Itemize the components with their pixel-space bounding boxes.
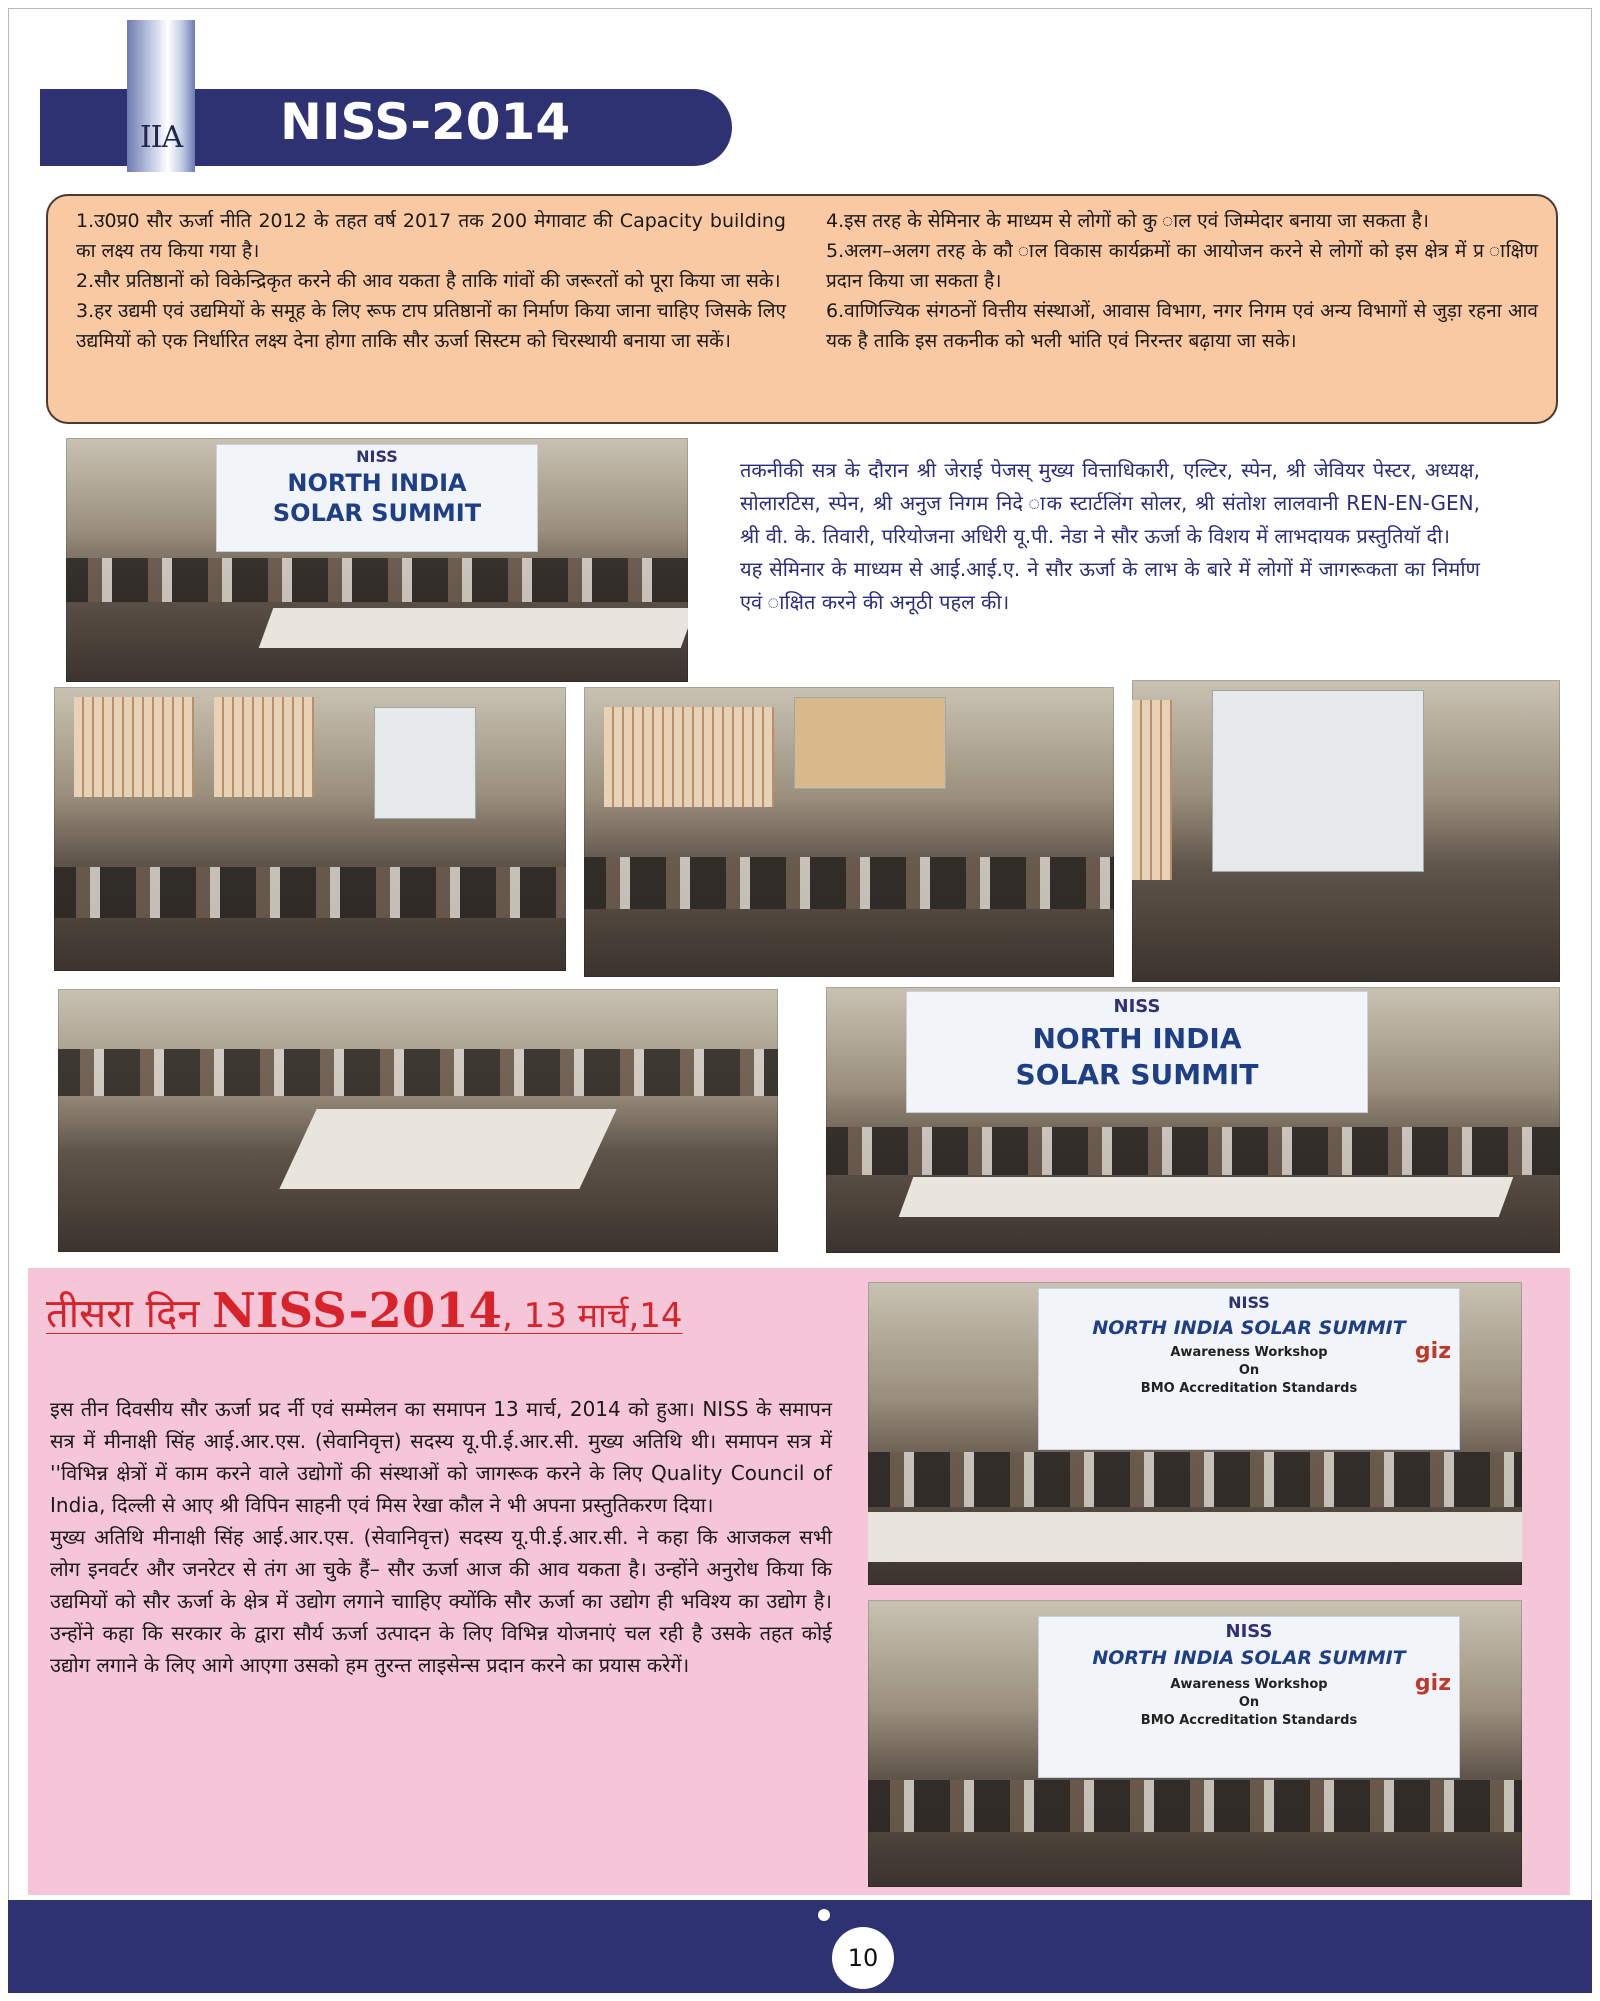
projection-screen bbox=[794, 697, 946, 789]
closing-session-photo-2 bbox=[868, 1600, 1522, 1887]
summary-paragraph-2: यह सेमिनार के माध्यम से आई.आई.ए. ने सौर ऊर्जा के लाभ के बारे में लोगों में जागरूकता का निर्माण एवं ाक्षित करने की अनूठी पहल की। bbox=[740, 557, 1480, 614]
summit-banner bbox=[216, 444, 538, 552]
attendees bbox=[58, 1049, 778, 1096]
banner-niss: NISS bbox=[1228, 1293, 1270, 1312]
seminar-photo-1 bbox=[54, 687, 566, 971]
banner-line-1: NORTH INDIA bbox=[1032, 1022, 1242, 1055]
conference-table bbox=[279, 1109, 616, 1189]
footer-dot bbox=[818, 1909, 830, 1921]
closing-session-photo-1 bbox=[868, 1282, 1522, 1585]
attendees bbox=[584, 857, 1114, 909]
banner-line-1: NORTH INDIA bbox=[287, 469, 467, 497]
day-three-title-date: , 13 मार्च,14 bbox=[502, 1296, 683, 1336]
policy-point-1: 1.उ0प्र0 सौर ऊर्जा नीति 2012 के तहत वर्ष 2017 तक 200 मेगावाट की Capacity building का लक्ष्य तय किया गया है। bbox=[76, 210, 786, 262]
seminar-photo-2 bbox=[584, 687, 1114, 977]
banner-niss: NISS bbox=[1225, 1621, 1273, 1642]
day-three-title bbox=[46, 1283, 683, 1339]
banner-line-2: SOLAR SUMMIT bbox=[1015, 1058, 1259, 1091]
page-title: NISS-2014 bbox=[280, 93, 571, 151]
policy-right-column bbox=[826, 206, 1538, 356]
giz-logo: giz bbox=[1414, 1339, 1451, 1364]
day-three-paragraph-2: मुख्य अतिथि मीनाक्षी सिंह आई.आर.एस. (सेवानिवृत्त) सदस्य यू.पी.ई.आर.सी. ने कहा कि आजकल सभी लोग इनवर्टर और जनरेटर से तंग आ चुके हैं– सौर ऊर्जा आज की आव यकता है। उन्होंने अनुरोध किया कि उद्यमियों को सौर ऊर्जा के क्षेत्र में उद्योग लगाने चााहिए क्योंकि सौर ऊर्जा का उद्योग ही भविश्य का उद्योग है। उन्होंने कहा कि सरकार के द्वारा सौर्य ऊर्जा उत्पादन के लिए विभिन्न योजनाएं चल रही है उसके तहत कोई उद्योग लगाने के लिए आगे आएगा उसको हम तुरन्त लाइसेन्स प्रदान करने का प्रयास करेगें। bbox=[50, 1525, 832, 1677]
giz-logo: giz bbox=[1414, 1671, 1451, 1696]
banner-line-2: SOLAR SUMMIT bbox=[272, 499, 482, 527]
summary-paragraph-1: तकनीकी सत्र के दौरान श्री जेराई पेजस् मुख्य वित्ताधिकारी, एल्टिर, स्पेन, श्री जेवियर पेस्टर, अध्यक्ष, सोलारटिस, स्पेन, श्री अनुज निगम निदे ाक स्टार्टलिंग सोलर, श्री संतोश लालवानी REN-EN-GEN, श्री वी. के. तिवारी, परियोजना अधिरी यू.पी. नेडा ने सौर ऊर्जा के विशय में लाभदायक प्रस्तुतियॉ दी। bbox=[740, 458, 1480, 548]
technical-session-summary bbox=[740, 454, 1480, 619]
attendees bbox=[868, 1452, 1522, 1507]
day-three-title-hindi: तीसरा दिन bbox=[46, 1291, 213, 1337]
banner-on: On bbox=[1238, 1363, 1260, 1378]
policy-point-3: 3.हर उद्यमी एवं उद्यमियों के समूह के लिए रूफ टाप प्रतिष्ठानों का निर्माण किया जाना चाहिए जिसके लिए उद्यमियों को एक निर्धारित लक्ष्य देना होगा ताकि सौर ऊर्जा सिस्टम को चिरस्थायी बनाया जा सकें। bbox=[76, 300, 786, 352]
attendees bbox=[826, 1127, 1560, 1175]
conference-table bbox=[868, 1512, 1522, 1562]
day-three-title-niss: NISS-2014 bbox=[212, 1283, 503, 1339]
attendees bbox=[54, 867, 566, 918]
banner-niss: NISS bbox=[356, 447, 398, 466]
window-curtain bbox=[604, 707, 774, 807]
attendees bbox=[868, 1780, 1522, 1832]
projection-screen bbox=[1212, 690, 1424, 872]
banner-standards: BMO Accreditation Standards bbox=[1140, 1713, 1358, 1728]
window-curtain bbox=[74, 697, 194, 797]
banner-workshop: Awareness Workshop bbox=[1170, 1345, 1328, 1360]
summit-photo-2 bbox=[826, 987, 1560, 1253]
workshop-banner bbox=[1038, 1288, 1460, 1450]
summit-banner bbox=[906, 991, 1368, 1113]
banner-title: NORTH INDIA SOLAR SUMMIT bbox=[1092, 1317, 1406, 1339]
seminar-photo-4 bbox=[58, 989, 778, 1252]
banner-workshop: Awareness Workshop bbox=[1170, 1677, 1328, 1692]
seminar-photo-3 bbox=[1132, 680, 1560, 982]
policy-left-column bbox=[76, 206, 786, 356]
workshop-banner bbox=[1038, 1616, 1460, 1778]
banner-niss: NISS bbox=[1113, 996, 1161, 1017]
window-curtain bbox=[214, 697, 314, 797]
iia-logo: IIA bbox=[139, 120, 183, 155]
window-curtain bbox=[1132, 700, 1172, 880]
banner-on: On bbox=[1238, 1695, 1260, 1710]
conference-table bbox=[899, 1177, 1514, 1217]
day-three-paragraph-1: इस तीन दिवसीय सौर ऊर्जा प्रद र्नी एवं सम्मेलन का समापन 13 मार्च, 2014 को हुआ। NISS के समापन सत्र में मीनाक्षी सिंह आई.आर.एस. (सेवानिवृत्त) सदस्य यू.पी.ई.आर.सी. मुख्य अतिथि थी। समापन सत्र में ''विभिन्न क्षेत्रों में काम करने वाले उद्योगों की संस्थाओं को जागरूक करने के लिए Quality Council of India, दिल्ली से आए श्री विपिन साहनी एवं मिस रेखा कौल ने भी अपना प्रस्तुतिकरण दिया। bbox=[50, 1397, 832, 1517]
policy-point-5: 5.अलग–अलग तरह के कौ ाल विकास कार्यक्रमों का आयोजन करने से लोगों को इस क्षेत्र में प्र ाक्षिण प्रदान किया जा सकता है। bbox=[826, 240, 1538, 292]
policy-point-4: 4.इस तरह के सेमिनार के माध्यम से लोगों को कु ाल एवं जिम्मेदार बनाया जा सकता है। bbox=[826, 210, 1430, 232]
attendees bbox=[66, 558, 688, 602]
footer-bar bbox=[8, 1900, 1592, 1993]
conference-table bbox=[259, 608, 688, 648]
policy-point-6: 6.वाणिज्यिक संगठनों वित्तीय संस्थाओं, आवास विभाग, नगर निगम एवं अन्य विभागों से जुड़ा रहना आव यक है ताकि इस तकनीक को भली भांति एवं निरन्तर बढ़ाया जा सके। bbox=[826, 300, 1538, 352]
summit-photo-1 bbox=[66, 438, 688, 682]
banner-standards: BMO Accreditation Standards bbox=[1140, 1381, 1358, 1396]
projection-screen bbox=[374, 707, 476, 819]
page-number: 10 bbox=[832, 1927, 894, 1989]
banner-title: NORTH INDIA SOLAR SUMMIT bbox=[1092, 1647, 1406, 1669]
policy-point-2: 2.सौर प्रतिष्ठानों को विकेन्द्रिकृत करने की आव यकता है ताकि गांवों की जरूरतों को पूरा किया जा सके। bbox=[76, 270, 781, 292]
day-three-body bbox=[50, 1393, 832, 1681]
